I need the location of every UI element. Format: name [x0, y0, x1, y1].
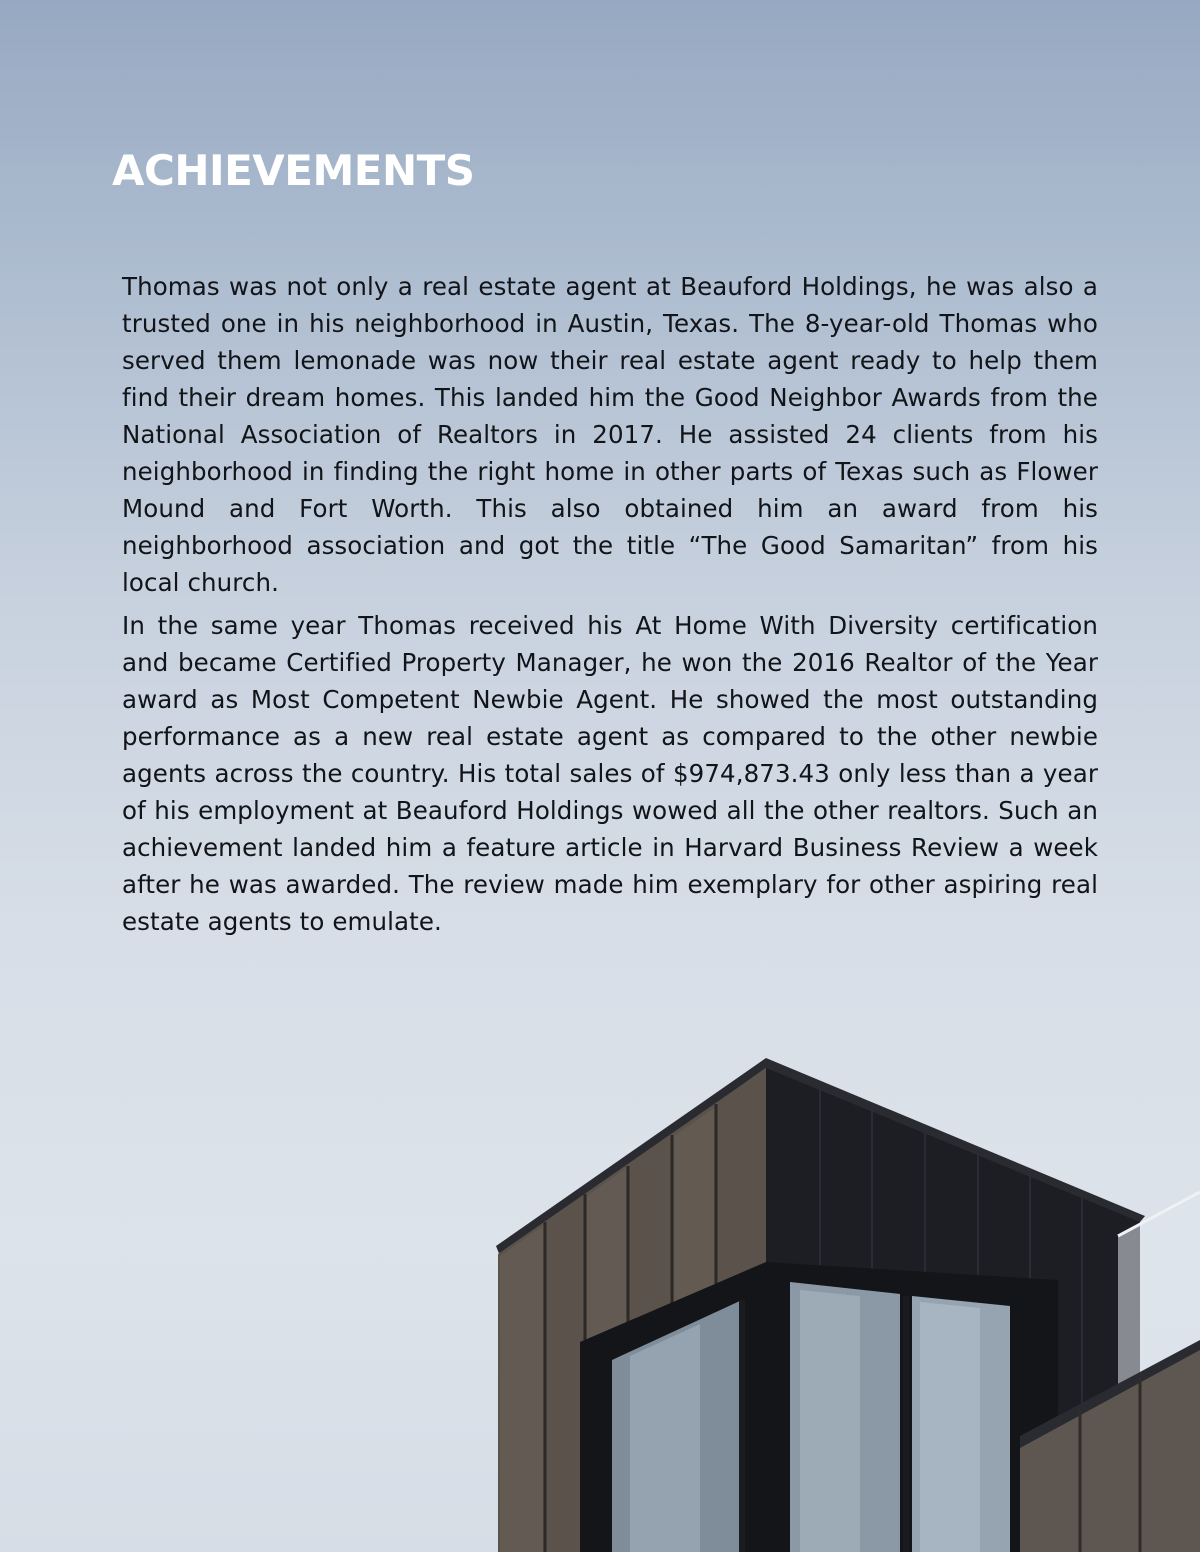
paragraph: In the same year Thomas received his At Home With Diversity certification and became Certified Property Manager, he won the 2016 Realtor of the Year award as Most Competent Newbie Agent. He showed the most outstanding performance as a new real estate agent as compared to the other newbie agents across the country. His total sales of $974,873.43 only less than a year of his employment at Beauford Holdings wowed all the other realtors. Such an achievement landed him a feature article in Harvard Business Review a week after he was awarded. The review made him exemplary for other aspiring real estate agents to emulate.: [122, 611, 1098, 936]
paragraph: Thomas was not only a real estate agent at Beauford Holdings, he was also a trusted one in his neighborhood in Austin, Texas. The 8-year-old Thomas who served them lemonade was now their real estate agent ready to help them find their dream homes. This landed him the Good Neighbor Awards from the National Association of Realtors in 2017. He assisted 24 clients from his neighborhood in finding the right home in other parts of Texas such as Flower Mound and Fort Worth. This also obtained him an award from his neighborhood association and got the title “The Good Samaritan” from his local church.: [122, 272, 1098, 597]
body-text: [122, 268, 1098, 946]
page-title: ACHIEVEMENTS: [112, 146, 475, 195]
